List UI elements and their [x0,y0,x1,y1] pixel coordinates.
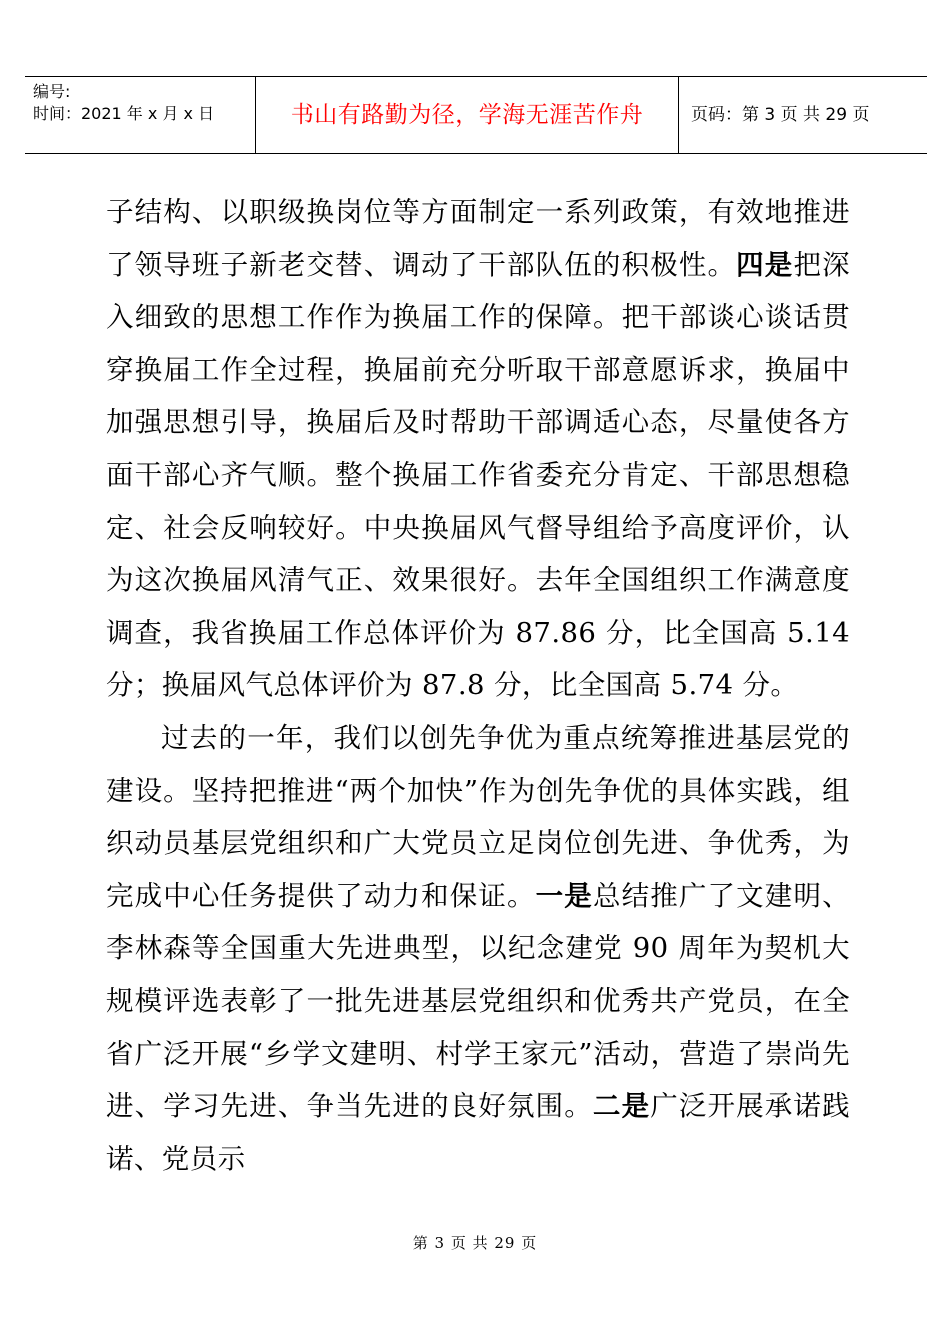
paragraph-2-text-c: 总结推广了文建明、李林森等全国重大先进典型，以纪念建党 90 周年为契机大规模评选表彰了一批先进基层党组织和优秀共产党员，在全省广泛开展“乡学文建明、村学王家元”活动，营造了崇尚先进、学习先进、争当先进的良好氛围。 [106,879,850,1123]
header-page-info: 页码：第 3 页 共 29 页 [691,104,870,125]
paragraph-2-bold-marker-2: 二是 [592,1090,651,1123]
paragraph-1-bold-marker: 四是 [736,248,794,281]
document-body [106,186,850,1185]
paragraph-2 [106,712,850,1185]
paragraph-2-text-e: 广泛开展承诺践诺、党员示 [106,1090,850,1175]
header-meta [25,77,255,153]
time-label: 时间：2021 年 x 月 x 日 [33,104,215,123]
paragraph-1-text-a: 子结构、以职级换岗位等方面制定一系列政策，有效地推进了领导班子新老交替、调动了干部队伍的积极性。 [106,196,850,281]
paragraph-1-text-c: 把深入细致的思想工作作为换届工作的保障。把干部谈心谈话贯穿换届工作全过程，换届前充分听取干部意愿诉求，换届中加强思想引导，换届后及时帮助干部调适心态，尽量使各方面干部心齐气顺。整个换届工作省委充分肯定、干部思想稳定、社会反响较好。中央换届风气督导组给予高度评价，认为这次换届风清气正、效果很好。去年全国组织工作满意度调查，我省换届工作总体评价为 87.86 分，比全国高 5.14 分；换届风气总体评价为 87.8 分，比全国高 5.74 分。 [106,248,850,702]
paragraph-1 [106,186,850,712]
paragraph-2-text-a: 过去的一年，我们以创先争优为重点统筹推进基层党的建设。坚持把推进“两个加快”作为创先争优的具体实践，组织动员基层党组织和广大党员立足岗位创先进、争优秀，为完成中心任务提供了动力和保证。 [106,721,850,912]
serial-label: 编号: [33,82,71,101]
page-footer: 第 3 页 共 29 页 [412,1234,538,1252]
paragraph-2-bold-marker-1: 一是 [535,879,593,912]
header-motto: 书山有路勤为径，学海无涯苦作舟 [255,77,679,153]
page-header [25,76,927,154]
